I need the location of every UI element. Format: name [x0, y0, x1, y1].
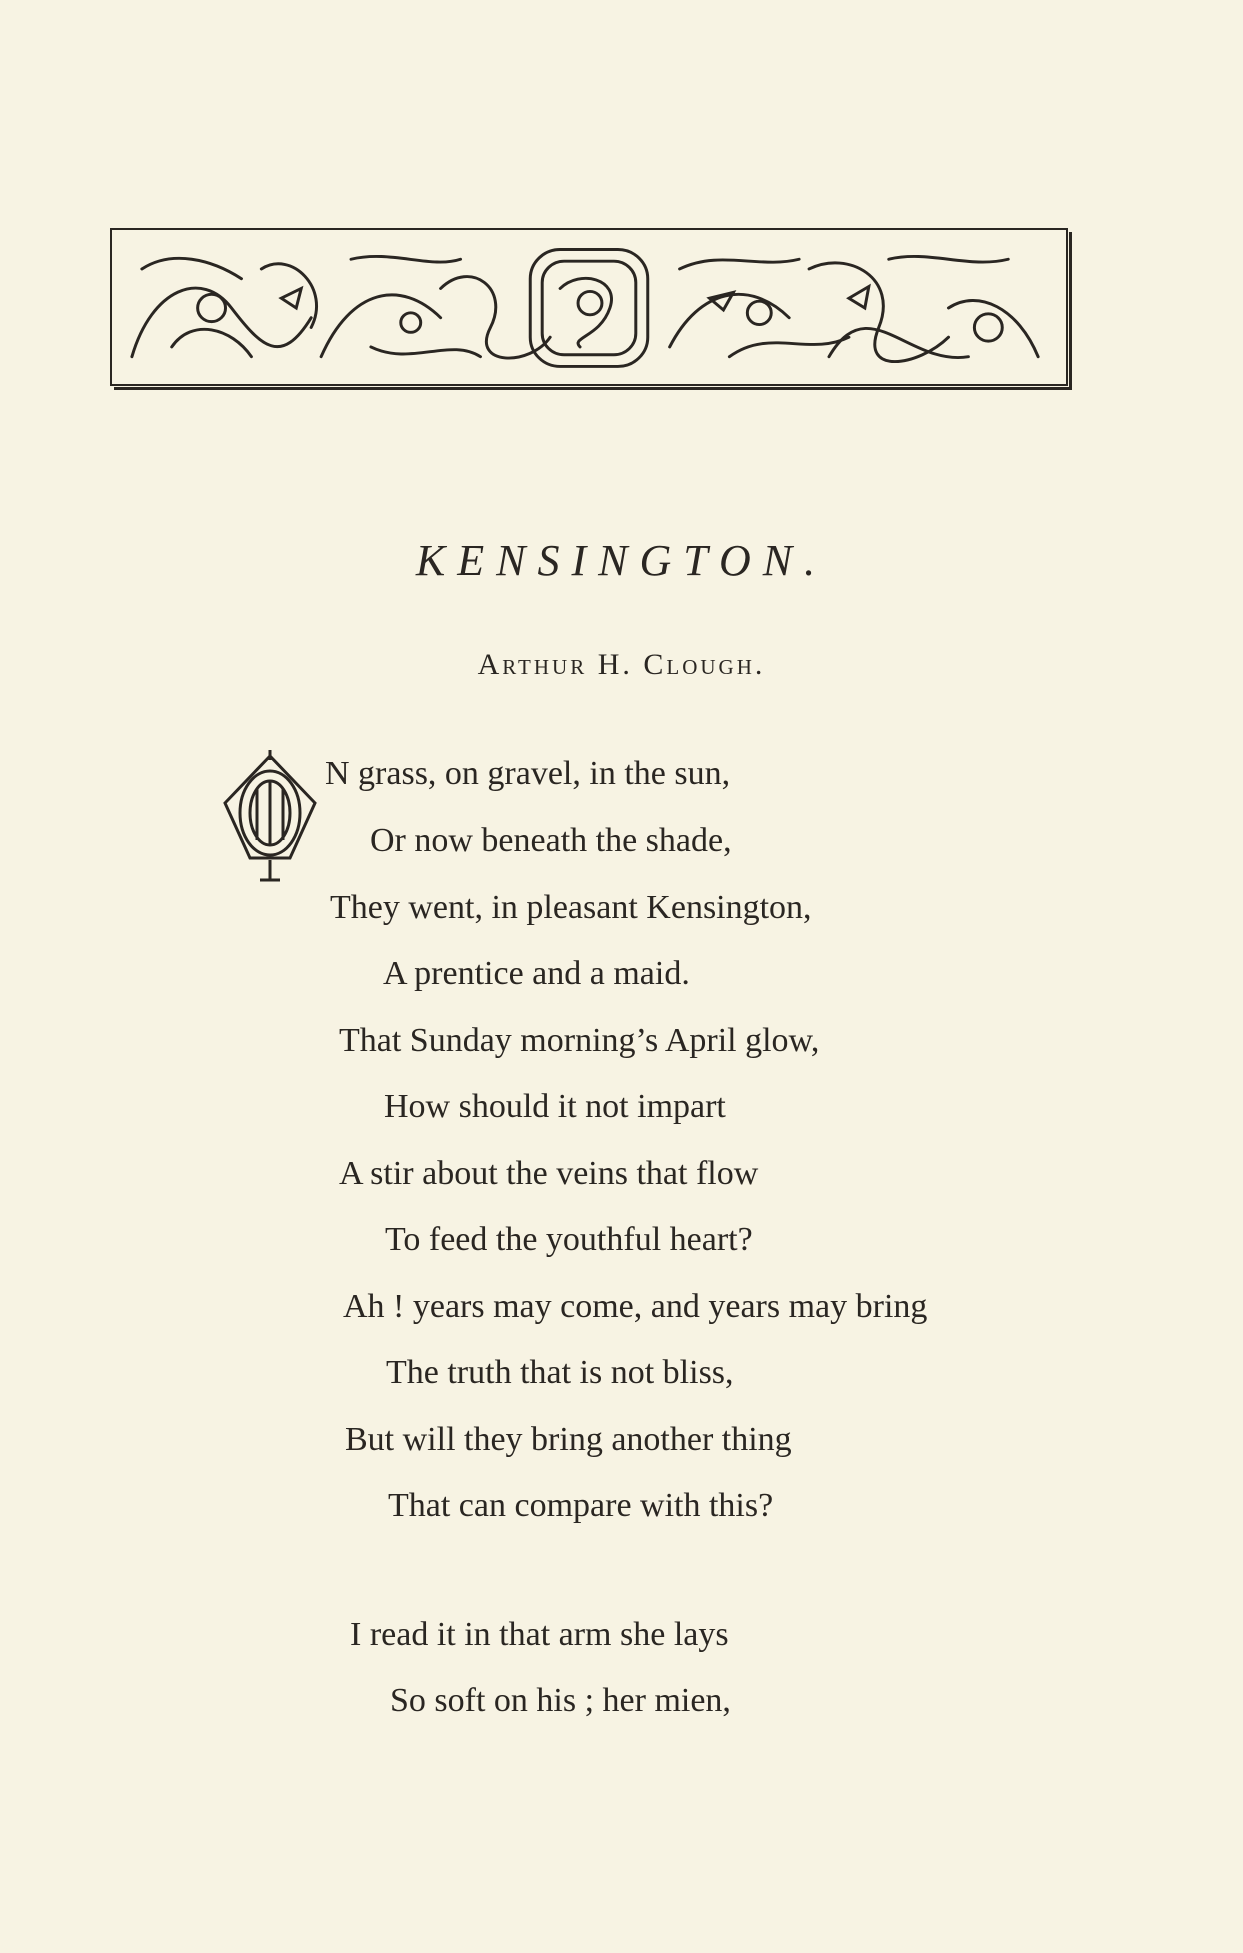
poem-line: But will they bring another thing	[345, 1421, 792, 1458]
poem-line: So soft on his ; her mien,	[390, 1682, 731, 1719]
poem-line: A stir about the veins that flow	[339, 1155, 759, 1192]
poem-title: KENSINGTON.	[415, 536, 828, 585]
poem-line: Ah ! years may come, and years may bring	[343, 1288, 928, 1325]
poem-line: To feed the youthful heart?	[385, 1221, 753, 1258]
poem-line: I read it in that arm she lays	[350, 1616, 729, 1653]
poem-line: A prentice and a maid.	[383, 955, 690, 992]
poem-line: They went, in pleasant Kensington,	[330, 889, 812, 926]
poem-line: How should it not impart	[384, 1088, 726, 1125]
poem-line: The truth that is not bliss,	[386, 1354, 734, 1391]
poem-line: Or now beneath the shade,	[370, 822, 732, 859]
poem-line: That Sunday morning’s April glow,	[339, 1022, 820, 1059]
poem-author: Arthur H. Clough.	[477, 648, 766, 681]
poem-line: That can compare with this?	[388, 1487, 774, 1524]
poem-line: N grass, on gravel, in the sun,	[325, 755, 731, 792]
